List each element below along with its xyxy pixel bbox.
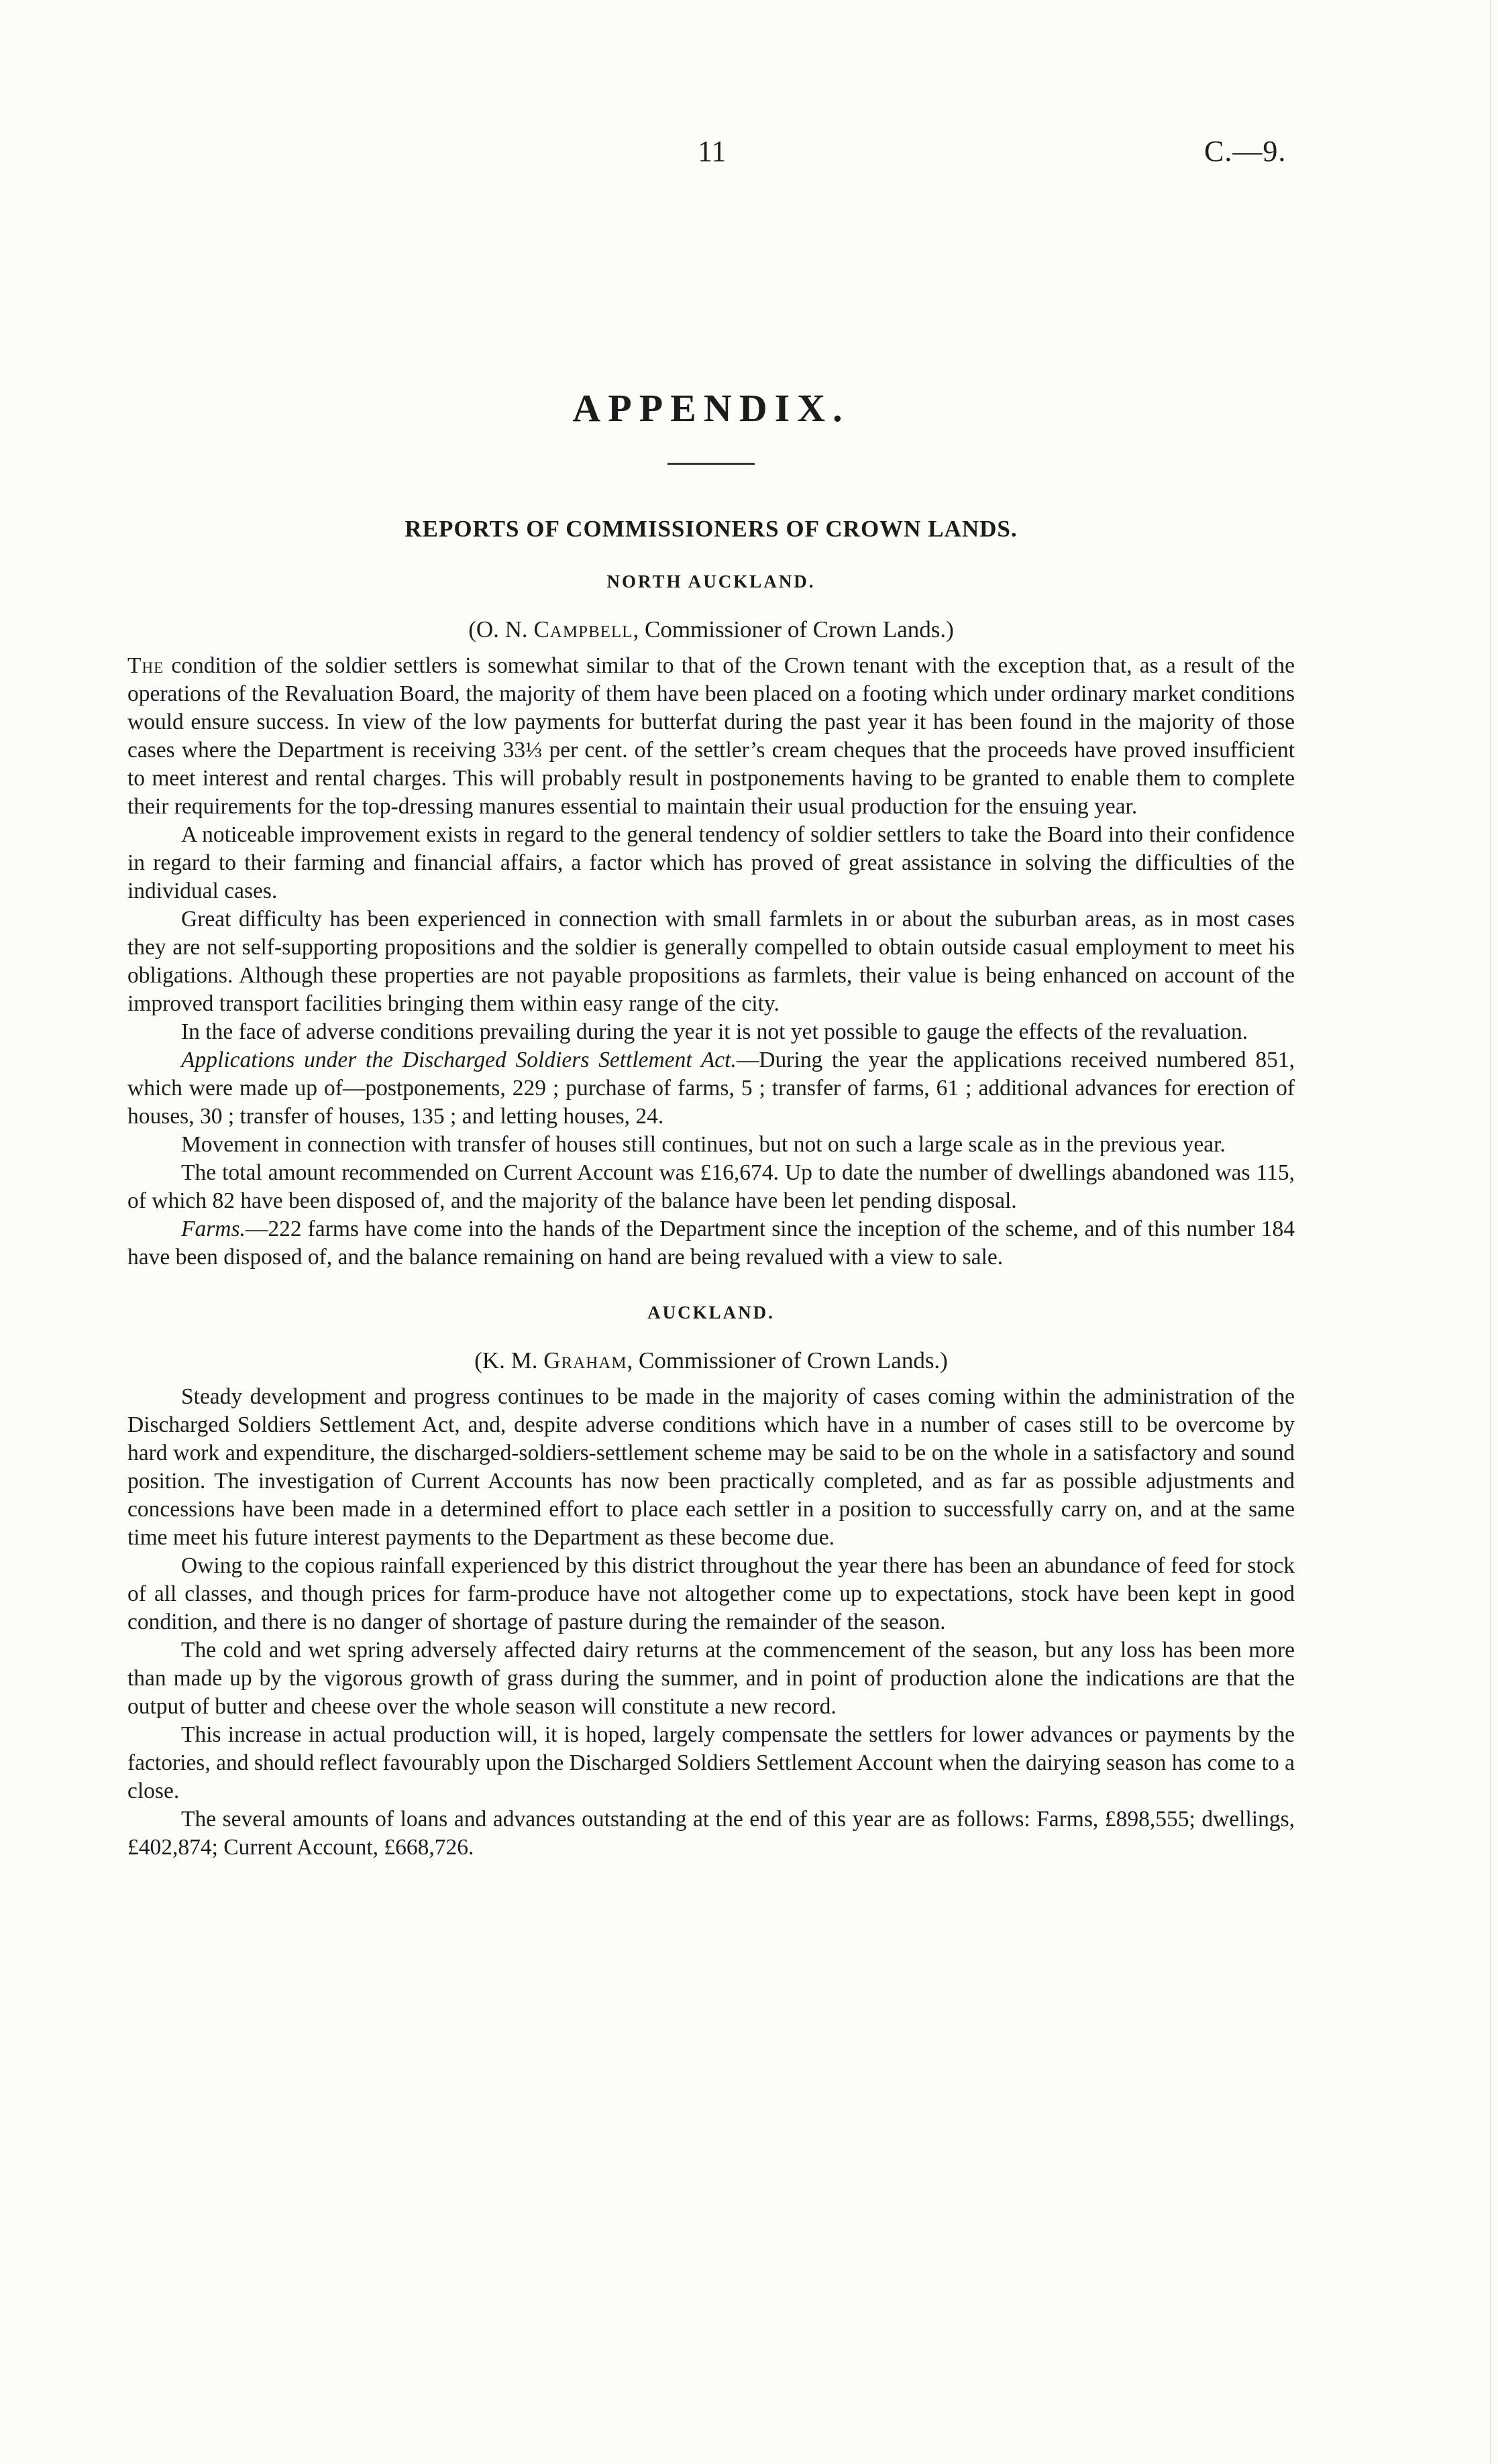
paragraph: [127, 1046, 1295, 1131]
paragraph: The cold and wet spring adversely affected dairy returns at the commencement of the season, but any loss has been more than made up by the vigorous growth of grass during the summer, and in point of production alone the indications are that the output of butter and cheese over the whole season will constitute a new record.: [127, 1638, 1295, 1719]
region-heading: NORTH AUCKLAND.: [606, 571, 816, 592]
commissioner-line: [127, 618, 1295, 641]
paragraph: A noticeable improvement exists in regard to the general tendency of soldier settlers to take the Board into their confidence in regard to their farming and financial affairs, a factor which has proved of great assistance in solving the difficulties of the individual cases.: [127, 822, 1295, 903]
commissioner-close: , Commissioner of Crown Lands.): [627, 1347, 948, 1374]
region-heading: AUCKLAND.: [647, 1302, 775, 1323]
paragraph-italic-heading: Farms.: [181, 1217, 246, 1241]
paragraph: In the face of adverse conditions prevailing during the year it is not yet possible to gauge the effects of the revaluation.: [181, 1019, 1248, 1044]
paragraph-italic-heading: Applications under the Discharged Soldiers Settlement Act.: [181, 1048, 737, 1072]
paragraph: Steady development and progress continues to be made in the majority of cases coming within the administration of the Discharged Soldiers Settlement Act, and, despite adverse conditions which have in a number of cases still to be overcome by hard work and expenditure, the discharged-soldiers-settlement scheme may be said to be on the whole in a satisfactory and sound position. The investigation of Current Accounts has now been practically completed, and as far as possible adjustments and concessions have been made in a determined effort to place each settler in a position to successfully carry on, and at the same time meet his future interest payments to the Department as these become due.: [127, 1384, 1295, 1550]
paragraph: The several amounts of loans and advances outstanding at the end of this year are as follows: Farms, £898,555; dwellings, £402,874; Current Account, £668,726.: [127, 1807, 1295, 1860]
reports-heading: REPORTS OF COMMISSIONERS OF CROWN LANDS.: [405, 516, 1018, 542]
paragraph: [127, 1215, 1295, 1272]
paragraph-text: —222 farms have come into the hands of the Department since the inception of the scheme, and of this number 184 have been disposed of, and the balance remaining on hand are being revalued with a view to sale.: [127, 1217, 1295, 1270]
commissioner-open: (O. N.: [468, 616, 534, 642]
commissioner-line: [127, 1349, 1295, 1372]
paragraph-text: condition of the soldier settlers is somewhat similar to that of the Crown tenant with the exception that, as a result of the operations of the Revaluation Board, the majority of them have been placed on a footing which under ordinary market conditions would ensure success. In view of the low payments for butterfat during the past year it has been found in the majority of those cases where the Department is receiving 33⅓ per cent. of the settler’s cream cheques that the proceeds have proved insufficient to meet interest and rental charges. This will probably result in postponements having to be granted to enable them to complete their requirements for the top-dressing manures essential to maintain their usual production for the ensuing year.: [127, 653, 1295, 819]
page-number: 11: [698, 135, 727, 168]
page-edge: [1490, 0, 1491, 2464]
appendix-title: APPENDIX.: [572, 386, 850, 430]
paragraph: Owing to the copious rainfall experienced by this district throughout the year there has been an abundance of feed for stock of all classes, and though prices for farm-produce have not altogether come up to expectations, stock have been kept in good condition, and there is no danger of shortage of pasture during the remainder of the season.: [127, 1553, 1295, 1634]
page-content: [127, 386, 1295, 1862]
section-auckland: [127, 1304, 1295, 1862]
paragraph: Movement in connection with transfer of houses still continues, but not on such a large scale as in the previous year.: [181, 1132, 1226, 1157]
paragraph-lead: The: [127, 653, 164, 678]
document-reference: C.—9.: [1204, 135, 1287, 168]
paragraph: [127, 652, 1295, 821]
paragraph: The total amount recommended on Current Account was £16,674. Up to date the number of dwellings abandoned was 115, of which 82 have been disposed of, and the majority of the balance have been let pending disposal.: [127, 1160, 1295, 1213]
page-header: [0, 134, 1498, 174]
paragraph: This increase in actual production will, it is hoped, largely compensate the settlers for lower advances or payments by the factories, and should reflect favourably upon the Discharged Soldiers Settlement Account when the dairying season has come to a close.: [127, 1722, 1295, 1803]
paragraph: Great difficulty has been experienced in connection with small farmlets in or about the suburban areas, as in most cases they are not self-supporting propositions and the soldier is generally compelled to obtain outside casual employment to meet his obligations. Although these properties are not payable propositions as farmlets, their value is being enhanced on account of the improved transport facilities bringing them within easy range of the city.: [127, 907, 1295, 1016]
commissioner-open: (K. M.: [474, 1347, 544, 1374]
commissioner-name: Campbell: [533, 616, 633, 642]
section-north-auckland: [127, 573, 1295, 1272]
title-divider: [667, 463, 755, 465]
commissioner-close: , Commissioner of Crown Lands.): [633, 616, 954, 642]
paragraph-text: —During the year the applications received numbered 851, which were made up of—postponements, 229 ; purchase of farms, 5 ; transfer of farms, 61 ; additional advances for erection of houses, 30 ; transfer of houses, 135 ; and letting houses, 24.: [127, 1048, 1295, 1129]
commissioner-name: Graham: [543, 1347, 627, 1374]
